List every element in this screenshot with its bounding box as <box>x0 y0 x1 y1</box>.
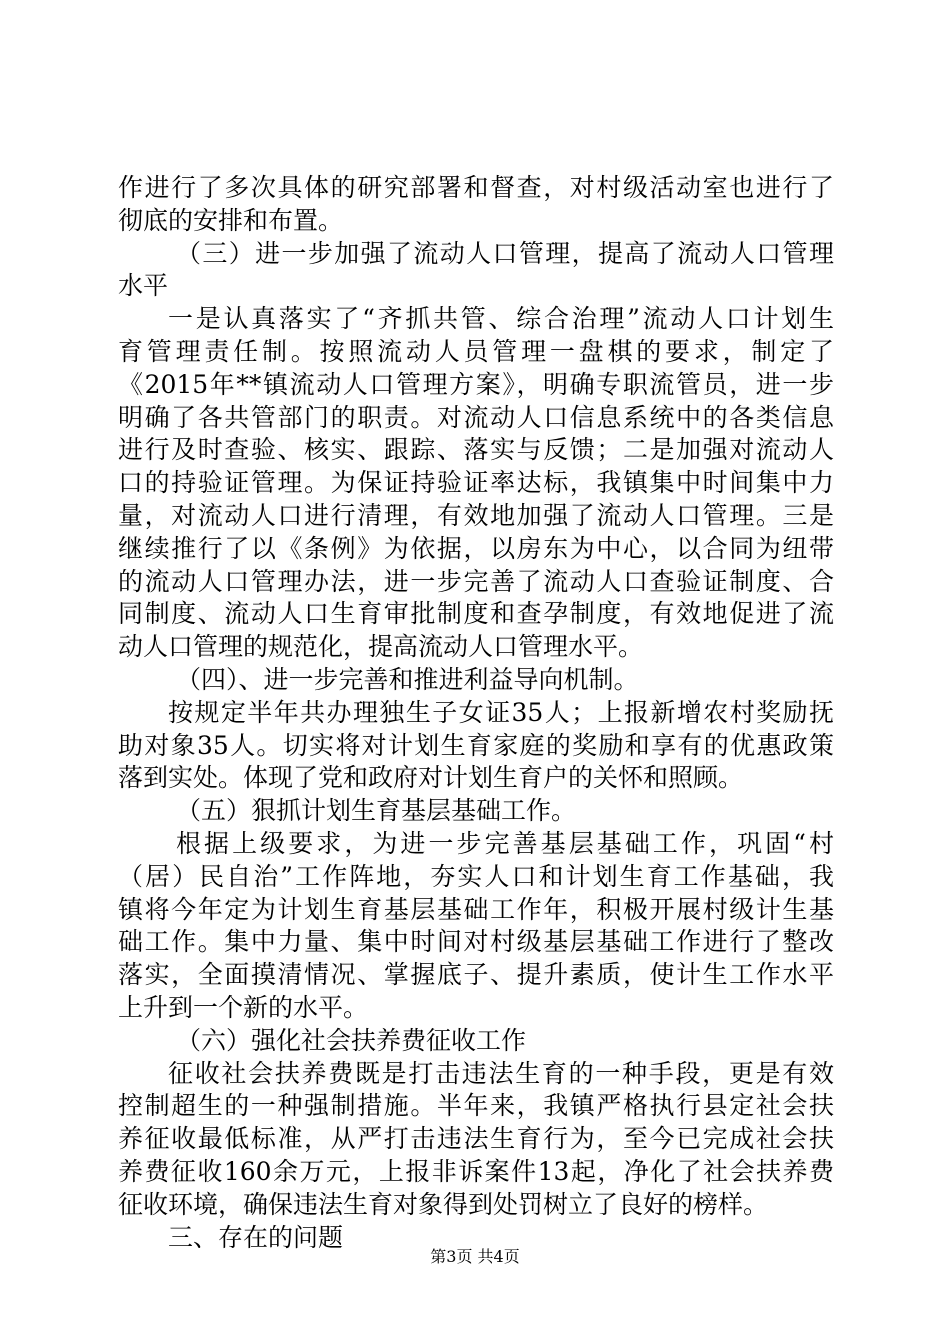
text-line: 彻底的安排和布置。 <box>118 205 344 235</box>
text-line: 动人口管理的规范化，提高流动人口管理水平。 <box>118 632 644 662</box>
text-line: 控制超生的一种强制措施。半年来，我镇严格执行县定社会扶 <box>118 1091 834 1121</box>
text-line: （三）进一步加强了流动人口管理，提高了流动人口管理 <box>176 238 834 268</box>
text-line: 养征收最低标准，从严打击违法生育行为，至今已完成社会扶 <box>118 1124 834 1154</box>
text-line: 一是认真落实了“齐抓共管、综合治理”流动人口计划生 <box>168 304 834 334</box>
body-text <box>118 172 834 1254</box>
text-line: 落实，全面摸清情况、掌握底子、提升素质，使计生工作水平 <box>118 960 834 990</box>
text-line: 三、存在的问题 <box>168 1222 344 1252</box>
text-line: 的流动人口管理办法，进一步完善了流动人口查验证制度、合 <box>118 566 834 596</box>
text-line: 征收社会扶养费既是打击违法生育的一种手段，更是有效 <box>168 1058 834 1088</box>
text-line: 继续推行了以《条例》为依据，以房东为中心，以合同为纽带 <box>118 533 834 563</box>
text-line: 水平 <box>118 271 169 301</box>
text-line: 口的持验证管理。为保证持验证率达标，我镇集中时间集中力 <box>118 468 834 498</box>
text-line: 量，对流动人口进行清理，有效地加强了流动人口管理。三是 <box>118 500 834 530</box>
text-line: 镇将今年定为计划生育基层基础工作年，积极开展村级计生基 <box>118 894 834 924</box>
text-line: 础工作。集中力量、集中时间对村级基层基础工作进行了整改 <box>118 927 834 957</box>
text-line: 助对象35人。切实将对计划生育家庭的奖励和享有的优惠政策 <box>118 730 834 760</box>
text-line: 同制度、流动人口生育审批制度和查孕制度，有效地促进了流 <box>118 599 834 629</box>
text-line: （居）民自治”工作阵地，夯实人口和计划生育工作基础，我 <box>118 861 834 891</box>
text-line: （五）狠抓计划生育基层基础工作。 <box>176 796 577 826</box>
text-line: 按规定半年共办理独生子女证35人；上报新增农村奖励抚 <box>168 697 834 727</box>
text-line: 进行及时查验、核实、跟踪、落实与反馈；二是加强对流动人 <box>118 435 834 465</box>
text-line: 明确了各共管部门的职责。对流动人口信息系统中的各类信息 <box>118 402 834 432</box>
text-line: 落到实处。体现了党和政府对计划生育户的关怀和照顾。 <box>118 763 744 793</box>
text-line: 征收环境，确保违法生育对象得到处罚树立了良好的榜样。 <box>118 1189 769 1219</box>
text-line: 《2015年**镇流动人口管理方案》，明确专职流管员，进一步 <box>118 369 834 399</box>
text-line: 根据上级要求，为进一步完善基层基础工作，巩固“村 <box>176 828 834 858</box>
text-line: 养费征收160余万元，上报非诉案件13起，净化了社会扶养费 <box>118 1156 834 1186</box>
text-line: 上升到一个新的水平。 <box>118 992 369 1022</box>
page-footer: 第3页 共4页 <box>430 1247 520 1266</box>
text-line: （六）强化社会扶养费征收工作 <box>176 1025 527 1055</box>
text-line: 育管理责任制。按照流动人员管理一盘棋的要求，制定了 <box>118 336 834 366</box>
text-line: 作进行了多次具体的研究部署和督查，对村级活动室也进行了 <box>118 173 834 202</box>
text-line: （四）、进一步完善和推进利益导向机制。 <box>176 664 639 694</box>
